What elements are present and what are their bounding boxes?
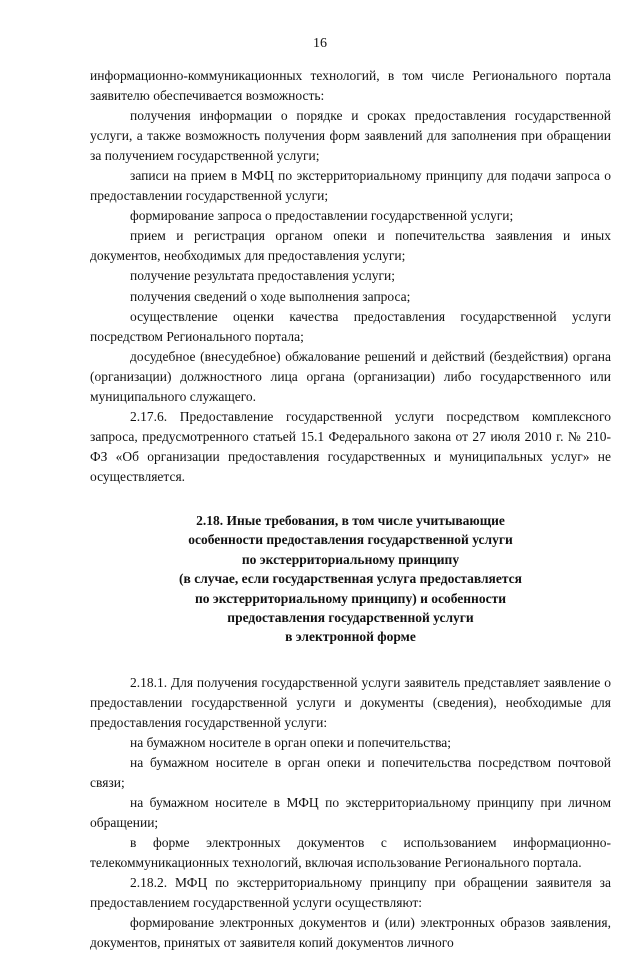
- document-body: [90, 66, 611, 953]
- heading-line: особенности предоставления государственной услуги: [188, 532, 513, 548]
- paragraph: осуществление оценки качества предоставления государственной услуги посредством Регионального портала;: [90, 308, 611, 344]
- heading-line: предоставления государственной услуги: [227, 610, 474, 626]
- paragraph: формирование электронных документов и (или) электронных образов заявления, документов, принятых от заявителя копий документов личного: [90, 915, 611, 951]
- heading-line: по экстерриториальному принципу) и особенности: [195, 590, 506, 606]
- paragraph: 2.18.2. МФЦ по экстерриториальному принципу при обращении заявителя за предоставлением государственной услуги осуществляют:: [90, 875, 611, 911]
- paragraph: формирование запроса о предоставлении государственной услуги;: [130, 208, 514, 224]
- heading-line: в электронной форме: [285, 629, 416, 645]
- section-2-17-text: [90, 66, 611, 487]
- page-number: 16: [313, 36, 327, 51]
- section-2-18-text: [90, 673, 611, 953]
- paragraph: информационно-коммуникационных технологий, в том числе Регионального портала заявителю обеспечивается возможность:: [90, 68, 611, 104]
- paragraph: получения информации о порядке и сроках предоставления государственной услуги, а также возможность получения форм заявлений для заполнения при обращении за получением государственной услуги;: [90, 108, 611, 164]
- paragraph: на бумажном носителе в орган опеки и попечительства;: [130, 734, 452, 750]
- heading-line: 2.18. Иные требования, в том числе учитывающие: [196, 512, 505, 528]
- paragraph: 2.18.1. Для получения государственной услуги заявитель представляет заявление о предоставлении государственной услуги и документы (сведения), необходимые для предоставления государственной услуги:: [90, 674, 611, 730]
- paragraph: на бумажном носителе в орган опеки и попечительства посредством почтовой связи;: [90, 755, 611, 791]
- paragraph: в форме электронных документов с использованием информационно-телекоммуникационных технологий, включая использование Регионального портала.: [90, 835, 611, 871]
- paragraph: 2.17.6. Предоставление государственной услуги посредством комплексного запроса, предусмотренного статьей 15.1 Федерального закона от 27 июля 2010 г. № 210-ФЗ «Об организации предоставления государственных и муниципальных услуг» не осуществляется.: [90, 408, 611, 484]
- heading-line: (в случае, если государственная услуга предоставляется: [179, 571, 522, 587]
- paragraph: на бумажном носителе в МФЦ по экстерриториальному принципу при личном обращении;: [90, 795, 611, 831]
- paragraph: прием и регистрация органом опеки и попечительства заявления и иных документов, необходимых для предоставления услуги;: [90, 228, 611, 264]
- paragraph: досудебное (внесудебное) обжалование решений и действий (бездействия) органа (организации) должностного лица органа (организации) либо государственного или муниципального служащего.: [90, 348, 611, 404]
- paragraph: записи на прием в МФЦ по экстерриториальному принципу для подачи запроса о предоставлении государственной услуги;: [90, 168, 611, 204]
- section-2-18-heading: [90, 511, 611, 647]
- heading-line: по экстерриториальному принципу: [241, 551, 460, 567]
- paragraph: получение результата предоставления услуги;: [130, 268, 396, 284]
- paragraph: получения сведений о ходе выполнения запроса;: [130, 288, 411, 304]
